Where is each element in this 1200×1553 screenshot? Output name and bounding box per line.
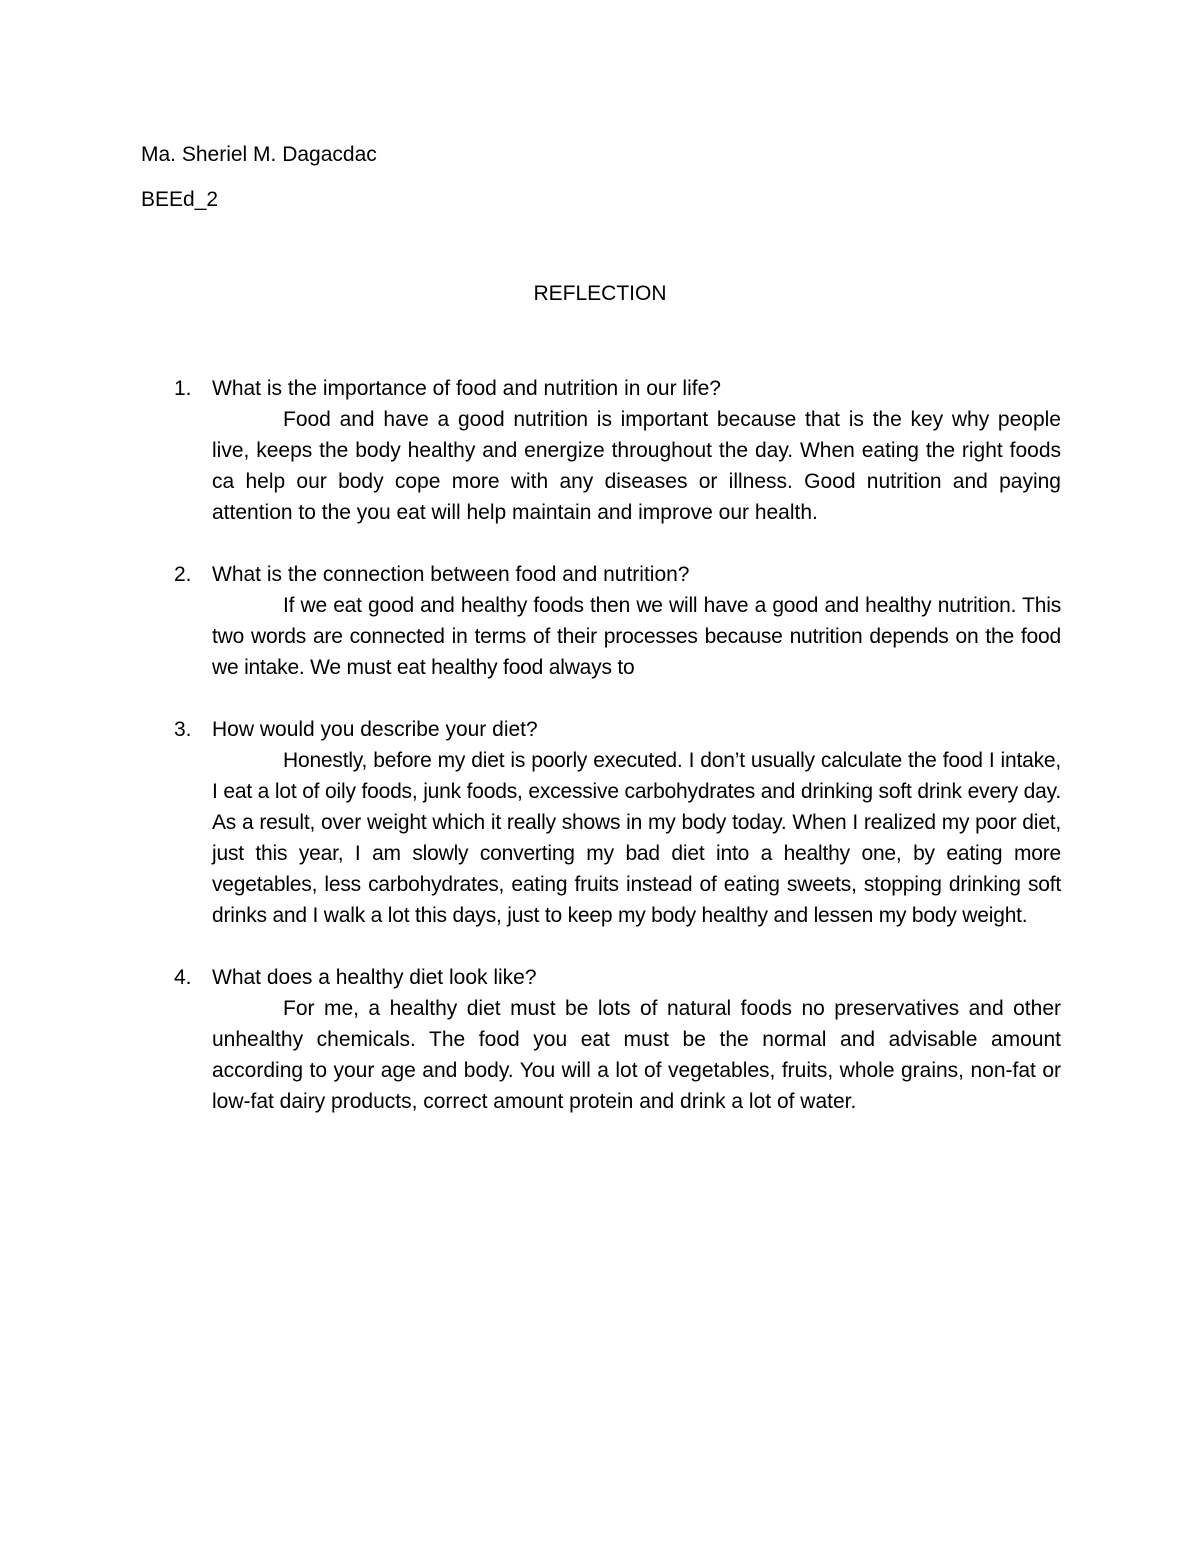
- course-section: BEEd_2: [141, 188, 219, 211]
- question-item-3: [141, 714, 1061, 931]
- question-item-1: [141, 373, 1061, 528]
- answer-text: Food and have a good nutrition is important because that is the key why people live, keeps the body healthy and energize throughout the day. When eating the right foods ca help our body cope more with any diseases or illness. Good nutrition and paying attention to the you eat will help maintain and improve our health.: [212, 408, 1061, 524]
- question-number: 4.: [174, 966, 192, 989]
- question-text: How would you describe your diet?: [212, 718, 538, 741]
- question-number: 3.: [174, 718, 192, 741]
- answer-text: If we eat good and healthy foods then we will have a good and healthy nutrition. This two words are connected in terms of their processes because nutrition depends on the food we intake. We must eat healthy food always to: [212, 594, 1061, 679]
- question-number: 2.: [174, 563, 192, 586]
- document-title: REFLECTION: [533, 282, 667, 305]
- question-list: [141, 373, 1061, 1148]
- question-number: 1.: [174, 377, 192, 400]
- question-text: What is the connection between food and nutrition?: [212, 563, 690, 586]
- question-text: What is the importance of food and nutrition in our life?: [212, 377, 721, 400]
- question-item-2: [141, 559, 1061, 683]
- answer-text: For me, a healthy diet must be lots of natural foods no preservatives and other unhealthy chemicals. The food you eat must be the normal and advisable amount according to your age and body. You will a lot of vegetables, fruits, whole grains, non-fat or low-fat dairy products, correct amount protein and drink a lot of water.: [212, 997, 1061, 1113]
- author-name: Ma. Sheriel M. Dagacdac: [141, 143, 377, 166]
- answer-text: Honestly, before my diet is poorly executed. I don’t usually calculate the food I intake, I eat a lot of oily foods, junk foods, excessive carbohydrates and drinking soft drink every day. As a result, over weight which it really shows in my body today. When I realized my poor diet, just this year, I am slowly converting my bad diet into a healthy one, by eating more vegetables, less carbohydrates, eating fruits instead of eating sweets, stopping drinking soft drinks and I walk a lot this days, just to keep my body healthy and lessen my body weight.: [212, 749, 1061, 927]
- question-item-4: [141, 962, 1061, 1117]
- question-text: What does a healthy diet look like?: [212, 966, 537, 989]
